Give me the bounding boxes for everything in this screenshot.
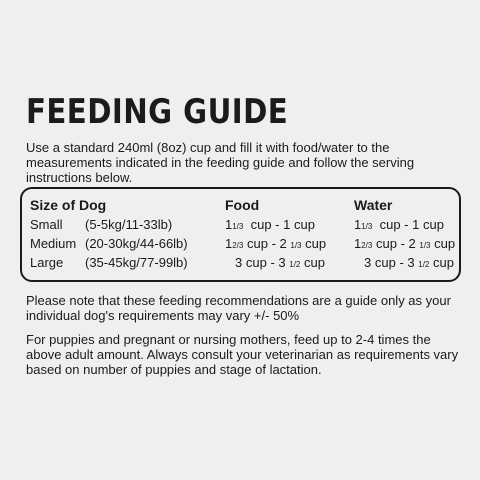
feeding-table [20, 187, 461, 282]
header-water: Water [354, 197, 393, 213]
puppies-note: For puppies and pregnant or nursing mothers, feed up to 2-4 times the above adult amount. Always consult your veterinarian as requirements vary based on number of puppies and stage of lactation. [26, 332, 459, 377]
header-food: Food [225, 197, 260, 213]
row-small-water: 11/3 cup - 1 cup [354, 217, 444, 232]
row-large-water: 3 cup - 3 1/2 cup [364, 255, 454, 270]
intro-text: Use a standard 240ml (8oz) cup and fill it with food/water to the measurements indicated in the feeding guide and follow the serving instructions below. [26, 140, 415, 185]
variance-note: Please note that these feeding recommendations are a guide only as your individual dog's requirements may vary +/- 50% [26, 293, 451, 323]
row-medium-water: 12/3 cup - 2 1/3 cup [354, 236, 456, 251]
header-size-of-dog: Size of Dog [30, 197, 107, 213]
row-small-food: 11/3 cup - 1 cup [225, 217, 315, 232]
row-large-weight: (35-45kg/77-99lb) [85, 255, 188, 270]
row-medium-size: Medium [30, 236, 77, 251]
page-title: FEEDING GUIDE [26, 92, 289, 132]
row-large-food: 3 cup - 3 1/2 cup [235, 255, 325, 270]
row-medium-weight: (20-30kg/44-66lb) [85, 236, 188, 251]
row-medium-food: 12/3 cup - 2 1/3 cup [225, 236, 327, 251]
row-small-weight: (5-5kg/11-33lb) [85, 217, 173, 232]
row-small-size: Small [30, 217, 63, 232]
row-large-size: Large [30, 255, 64, 270]
